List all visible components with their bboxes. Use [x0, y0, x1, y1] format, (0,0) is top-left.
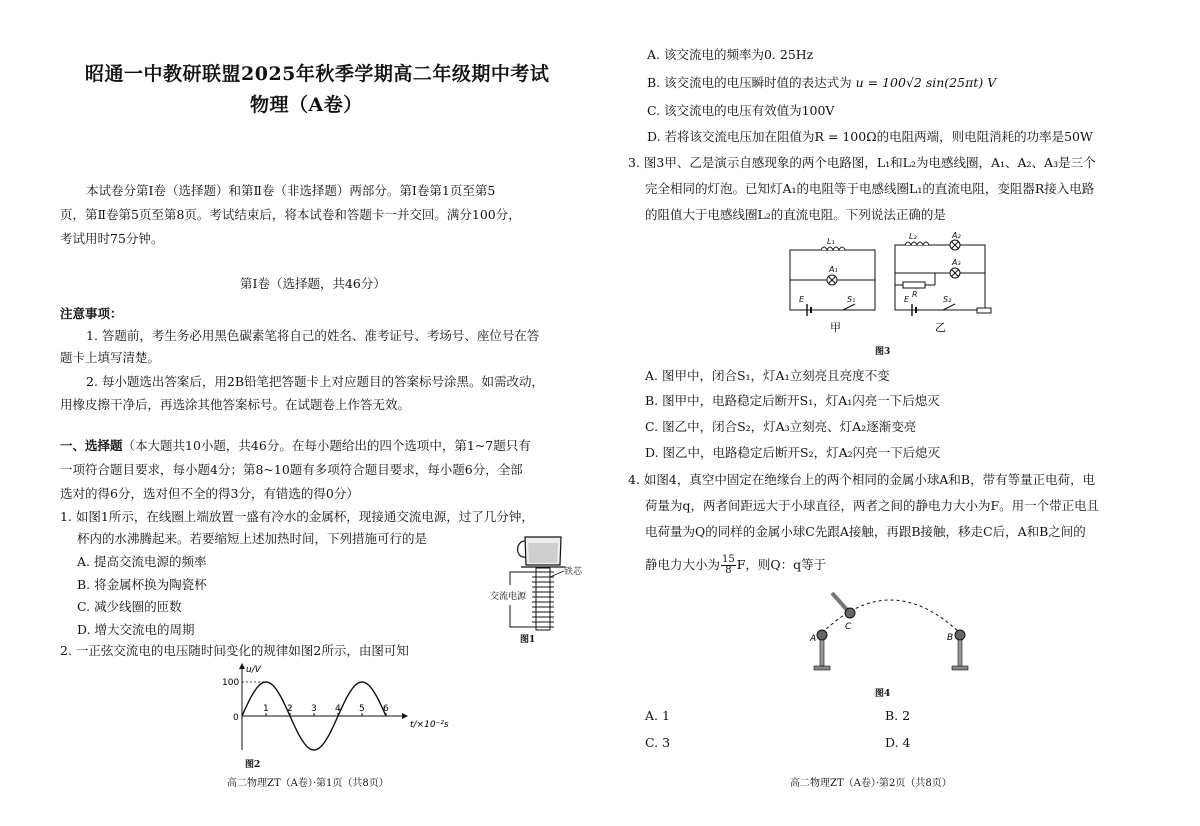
page-1 — [55, 0, 585, 826]
mc-instructions — [60, 438, 531, 454]
option-1a: A. 提高交流电源的频率 — [77, 554, 207, 569]
insulating-rod — [832, 593, 848, 611]
x-tick-label: 2 — [287, 704, 293, 714]
exam-title: 昭通一中教研联盟2025年秋季学期高二年级期中考试 — [85, 63, 550, 85]
question-4-stem: 4. 如图4，真空中固定在绝缘台上的两个相同的金属小球A和B，带有等量正电荷，电 — [628, 472, 1096, 487]
label-A2: A₂ — [952, 231, 961, 240]
figure-4-caption: 图4 — [875, 689, 891, 699]
label-L2: L₂ — [909, 232, 917, 241]
question-1-stem: 1. 如图1所示，在线圈上端放置一盛有冷水的金属杯，现接通交流电源，过了几分钟， — [60, 509, 534, 524]
question-2-stem: 2. 一正弦交流电的电压随时间变化的规律如图2所示，由图可知 — [60, 643, 409, 658]
question-4-stem: 荷量为q，两者间距远大于小球直径，两者之间的静电力大小为F。用一个带正电且 — [645, 498, 1100, 513]
figure-2-caption: 图2 — [245, 760, 261, 770]
fraction-numerator: 15 — [722, 554, 735, 565]
option-2b — [647, 75, 996, 91]
sphere-c — [845, 608, 855, 618]
figure-1-caption: 图1 — [520, 635, 536, 645]
option-4d: D. 4 — [885, 735, 911, 750]
option-3d: D. 图乙中，电路稳定后断开S₂，灯A₂闪亮一下后熄灭 — [645, 445, 941, 460]
q4-text: 静电力大小为 — [645, 557, 721, 572]
question-4-stem — [645, 553, 826, 577]
label-E-right: E — [904, 295, 910, 304]
label-S2: S₂ — [943, 295, 952, 304]
label-S1: S₁ — [847, 295, 856, 304]
question-4-stem: 电荷量为Q的同样的金属小球C先跟A接触，再跟B接触，移走C后，A和B之间的 — [645, 524, 1086, 539]
label-L1: L₁ — [827, 237, 835, 246]
label-A3: A₃ — [952, 258, 961, 267]
label-sphere-c: C — [845, 622, 852, 632]
x-tick-label: 1 — [263, 704, 269, 714]
sphere-b — [955, 630, 965, 640]
question-1-stem: 杯内的水沸腾起来。若要缩短上述加热时间，下列措施可行的是 — [77, 531, 428, 546]
notice-title: 注意事项： — [60, 306, 123, 321]
option-1d: D. 增大交流电的周期 — [77, 622, 195, 637]
sphere-a — [817, 630, 827, 640]
x-tick-label: 6 — [383, 704, 389, 714]
x-tick-label: 4 — [335, 704, 341, 714]
question-3-stem: 的阻值大于电感线圈L₂的直流电阻。下列说法正确的是 — [645, 207, 946, 222]
label-sphere-a: A — [810, 634, 817, 644]
x-tick-label: 3 — [311, 704, 317, 714]
intro-line: 考试用时75分钟。 — [60, 231, 164, 246]
option-2c: C. 该交流电的电压有效值为100V — [647, 103, 835, 118]
page-2 — [625, 0, 1145, 826]
notice-line: 用橡皮擦干净后，再选涂其他答案标号。在试题卷上作答无效。 — [60, 397, 411, 412]
section-heading: 第Ⅰ卷（选择题，共46分） — [240, 276, 386, 291]
y-tick-label: 100 — [222, 678, 240, 688]
option-4b: B. 2 — [885, 708, 911, 723]
intro-line: 页，第Ⅱ卷第5页至第8页。考试结束后，将本试卷和答题卡一并交回。满分100分， — [60, 207, 521, 222]
question-3-stem: 完全相同的灯泡。已知灯A₁的电阻等于电感线圈L₁的直流电阻，变阻器R接入电路 — [645, 181, 1095, 196]
option-3a: A. 图甲中，闭合S₁，灯A₁立刻亮且亮度不变 — [645, 368, 890, 383]
u-axis-label: u/V — [246, 665, 261, 675]
t-axis-label: t/×10⁻²s — [410, 720, 449, 730]
option-3b: B. 图甲中，电路稳定后断开S₁，灯A₁闪亮一下后熄灭 — [645, 393, 940, 408]
q4-text: F，则Q：q等于 — [736, 557, 827, 572]
option-3c: C. 图乙中，闭合S₂，灯A₃立刻亮、灯A₂逐渐变亮 — [645, 419, 917, 434]
fraction — [721, 555, 736, 576]
exam-subtitle: 物理（A卷） — [250, 94, 363, 116]
x-tick-label: 5 — [359, 704, 365, 714]
option-1c: C. 减少线圈的匝数 — [77, 599, 182, 614]
figure-3-circuits — [785, 230, 995, 340]
page-footer: 高二物理ZT（A卷）·第2页（共8页） — [790, 778, 952, 789]
label-jia: 甲 — [830, 321, 841, 334]
label-E-left: E — [799, 295, 805, 304]
mc-instructions: 选对的得6分，选对但不全的得3分，有错选的得0分） — [60, 486, 359, 501]
figure-3-caption: 图3 — [875, 347, 891, 357]
option-2d: D. 若将该交流电压加在阻值为R = 100Ω的电阻两端，则电阻消耗的功率是50W — [647, 129, 1093, 144]
option-2a: A. 该交流电的频率为0. 25Hz — [647, 47, 814, 62]
origin-label: 0 — [233, 713, 239, 723]
option-2b-text: B. 该交流电的电压瞬时值的表达式为 — [647, 75, 852, 90]
mc-heading: 一、选择题 — [60, 438, 123, 453]
label-sphere-b: B — [947, 633, 954, 643]
label-A1: A₁ — [829, 265, 838, 274]
option-4c: C. 3 — [645, 735, 671, 750]
mc-instructions: 一项符合题目要求，每小题4分；第8~10题有多项符合题目要求，每小题6分，全部 — [60, 462, 523, 477]
label-yi: 乙 — [935, 321, 946, 334]
figure-2-graph — [222, 660, 457, 755]
option-4a: A. 1 — [645, 708, 670, 723]
notice-line: 1. 答题前，考生务必用黑色碳素笔将自己的姓名、准考证号、考场号、座位号在答 — [86, 328, 540, 343]
page-footer: 高二物理ZT（A卷）·第1页（共8页） — [227, 778, 389, 789]
label-R: R — [912, 290, 918, 299]
figure-1 — [488, 527, 583, 647]
option-1b: B. 将金属杯换为陶瓷杯 — [77, 577, 207, 592]
intro-line: 本试卷分第Ⅰ卷（选择题）和第Ⅱ卷（非选择题）两部分。第Ⅰ卷第1页至第5 — [86, 183, 496, 198]
fig1-power-label: 交流电源 — [490, 592, 527, 602]
notice-line: 2. 每小题选出答案后，用2B铅笔把答题卡上对应题目的答案标号涂黑。如需改动， — [86, 374, 545, 389]
notice-line: 题卡上填写清楚。 — [60, 350, 161, 365]
question-3-stem: 3. 图3甲、乙是演示自感现象的两个电路图，L₁和L₂为电感线圈，A₁、A₂、A₃是三个 — [628, 155, 1096, 170]
mc-text: （本大题共10小题，共46分。在每小题给出的四个选项中，第1~7题只有 — [122, 438, 531, 453]
figure-4-spheres — [810, 585, 975, 680]
voltage-expression: u = 100√2 sin(25πt) V — [855, 75, 997, 90]
fig1-core-label: 铁芯 — [564, 567, 583, 577]
fraction-denominator: 8 — [725, 565, 732, 576]
